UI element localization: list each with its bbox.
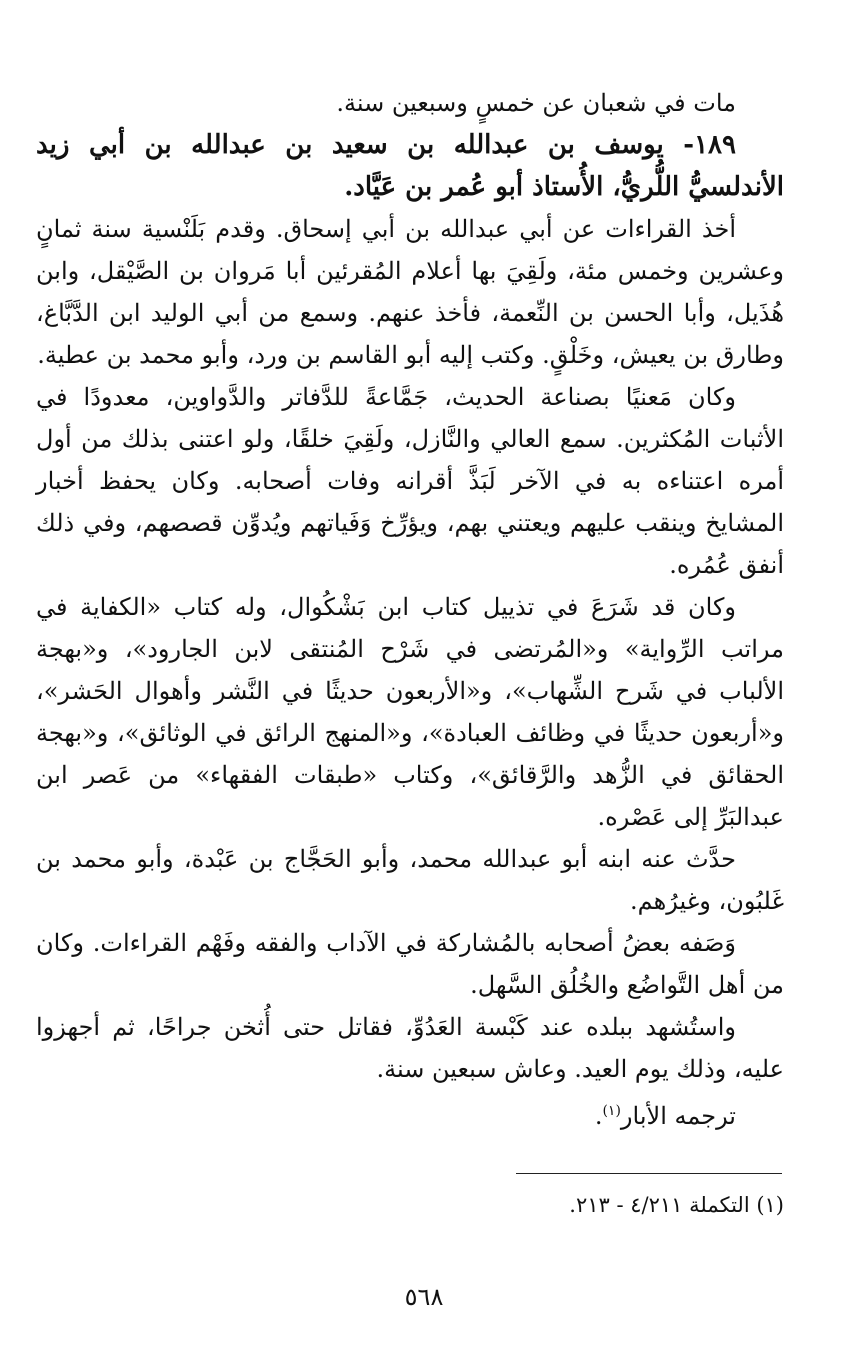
page-number: ٥٦٨: [404, 1283, 444, 1311]
closing-line: [36, 1090, 784, 1137]
entry-heading: ١٨٩- يوسف بن عبدالله بن سعيد بن عبدالله بن أبي زيد الأندلسيُّ اللُّريُّ، الأُستاذ أبو عُمر بن عَيَّاد.: [36, 130, 784, 202]
paragraph-works: وكان قد شَرَعَ في تذييل كتاب ابن بَشْكُوال، وله كتاب «الكفاية في مراتب الرِّواية» و«المُرتضى في شَرْح المُنتقى لابن الجارود»، و«بهجة الألباب في شَرح الشِّهاب»، و«الأربعون حديثًا في النَّشر وأهوال الحَشر»، و«أربعون حديثًا في وظائف العبادة»، و«المنهج الرائق في الوثائق»، و«بهجة الحقائق في الزُّهد والرَّقائق»، وكتاب «طبقات الفقهاء» من عَصر ابن عبدالبَرِّ إلى عَصْره.: [36, 593, 784, 831]
main-text: [36, 82, 784, 1137]
paragraph-death: واستُشهد ببلده عند كَبْسة العَدُوِّ، فقاتل حتى أُثخن جراحًا، ثم أجهزوا عليه، وذلك يوم العيد. وعاش سبعين سنة.: [36, 1013, 784, 1083]
closing-text: ترجمه الأبار: [620, 1102, 736, 1130]
footnote-marker: (١): [602, 1103, 621, 1119]
paragraph-description: وَصَفه بعضُ أصحابه بالمُشاركة في الآداب والفقه وفَهْم القراءات. وكان من أهل التَّواضُع والخُلُق السَّهل.: [36, 929, 784, 999]
paragraph-readings: أخذ القراءات عن أبي عبدالله بن أبي إسحاق. وقدم بَلَنْسية سنة ثمانٍ وعشرين وخمس مئة، ولَقِيَ بها أعلام المُقرئين أبا مَروان بن الصَّيْقل، وابن هُذَيل، وأبا الحسن بن النِّعمة، فأخذ عنهم. وسمع من أبي الوليد ابن الدَّبَّاغ، وطارق بن يعيش، وخَلْقٍ. وكتب إليه أبو القاسم بن ورد، وأبو محمد بن عطية.: [36, 215, 784, 369]
paragraph-students: حدَّث عنه ابنه أبو عبدالله محمد، وأبو الحَجَّاج بن عَبْدة، وأبو محمد بن غَلبُون، وغيرُهم.: [36, 845, 784, 915]
footnote-divider: [516, 1173, 782, 1174]
closing-period: .: [594, 1102, 603, 1130]
previous-entry-ending: مات في شعبان عن خمسٍ وسبعين سنة.: [336, 89, 736, 117]
paragraph-hadith: وكان مَعنيًا بصناعة الحديث، جَمَّاعةً للدَّفاتر والدَّواوين، معدودًا في الأثبات المُكثرين. سمع العالي والنَّازل، ولَقِيَ خلقًا، ولو اعتنى بذلك من أول أمره اعتناءه به في الآخر لَبَذَّ أقرانه وفات أصحابه. وكان يحفظ أخبار المشايخ وينقب عليهم ويعتني بهم، ويؤرِّخ وَفَياتهم ويُدوِّن قصصهم، وفي ذلك أنفق عُمُره.: [36, 383, 784, 579]
footnote: (١) التكملة ٤/٢١١ - ٢١٣.: [569, 1193, 784, 1217]
